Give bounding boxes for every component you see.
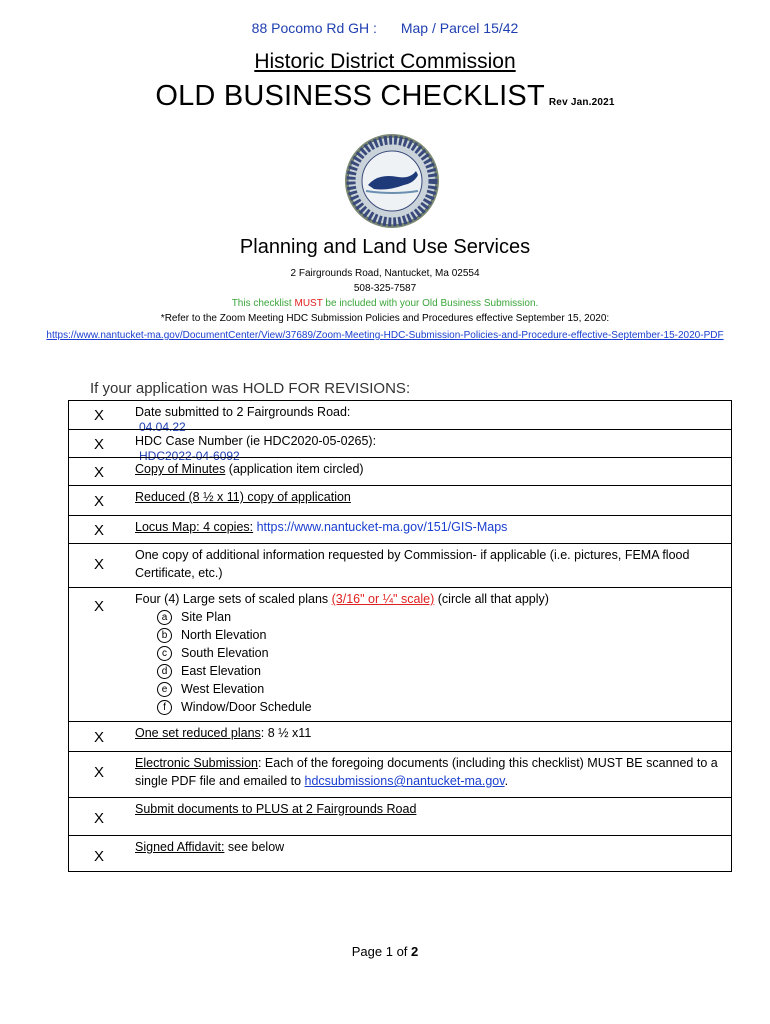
row-description (135, 800, 723, 818)
page-title (0, 80, 770, 113)
plan-option-south[interactable] (135, 644, 723, 662)
check-mark[interactable]: X (93, 464, 104, 481)
plan-option-site[interactable] (135, 608, 723, 626)
check-mark[interactable]: X (93, 729, 104, 746)
department-address: 2 Fairgrounds Road, Nantucket, Ma 02554 (290, 268, 480, 279)
row-description (135, 590, 723, 716)
option-letter-circle: d (157, 664, 172, 679)
note-text-before: This checklist (231, 298, 295, 309)
checklist-title: OLD BUSINESS CHECKLIST (155, 80, 545, 112)
row-label: Four (4) Large sets of scaled plans (135, 592, 332, 606)
row-label: One set reduced plans (135, 726, 261, 740)
row-label-rest: (circle all that apply) (434, 592, 549, 606)
row-label: Electronic Submission (135, 756, 258, 770)
policy-link[interactable]: https://www.nantucket-ma.gov/DocumentCenter/View/37689/Zoom-Meeting-HDC-Submission-Policies-and-Procedure-effective-September-15-2020-PDF (46, 330, 724, 341)
option-letter-circle: c (157, 646, 172, 661)
department-phone: 508-325-7587 (353, 283, 417, 294)
page-number (0, 944, 770, 959)
checklist-row-electronic-submission (69, 751, 731, 798)
checklist-table (68, 400, 732, 872)
town-seal-icon (344, 133, 440, 229)
option-letter-circle: b (157, 628, 172, 643)
map-parcel-fill[interactable]: Map / Parcel 15/42 (400, 20, 519, 36)
checklist-row-date (69, 401, 731, 434)
option-label: South Elevation (181, 646, 269, 660)
gis-maps-link[interactable]: https://www.nantucket-ma.gov/151/GIS-Maps (253, 520, 508, 534)
check-mark[interactable]: X (93, 436, 104, 453)
row-description (135, 488, 723, 506)
checklist-row-reduced-plans (69, 721, 731, 752)
check-mark[interactable]: X (93, 522, 104, 539)
checklist-row-case-number (69, 429, 731, 463)
row-label: Submit documents to PLUS at 2 Fairgrounds Road (135, 802, 417, 816)
check-mark[interactable]: X (93, 848, 104, 865)
submission-email-link[interactable]: hdcsubmissions@nantucket-ma.gov (304, 774, 505, 788)
row-label-rest: : 8 ½ x11 (260, 726, 312, 740)
row-label: HDC Case Number (ie HDC2020-05-0265): (135, 434, 377, 448)
row-description (135, 838, 723, 856)
checklist-row-scaled-plans (69, 587, 731, 722)
date-submitted-fill[interactable]: 04.04.22 (139, 420, 186, 434)
checklist-row-locus-map (69, 515, 731, 544)
option-letter-circle: a (157, 610, 172, 625)
commission-title: Historic District Commission (254, 50, 516, 73)
scale-note: (3/16" or ¼" scale) (331, 592, 435, 606)
option-label: East Elevation (181, 664, 261, 678)
row-label: Locus Map: 4 copies: (135, 520, 254, 534)
row-label: Reduced (8 ½ x 11) copy of application (135, 490, 351, 504)
row-label-end: . (504, 774, 509, 788)
option-label: Window/Door Schedule (181, 700, 312, 714)
checklist-row-minutes (69, 457, 731, 486)
note-text-after: be included with your Old Business Submission. (322, 298, 539, 309)
check-mark[interactable]: X (93, 493, 104, 510)
row-description (135, 754, 723, 790)
submission-note (0, 298, 770, 309)
check-mark[interactable]: X (93, 598, 104, 615)
row-label-rest: (application item circled) (225, 462, 364, 476)
option-label: Site Plan (181, 610, 232, 624)
check-mark[interactable]: X (93, 407, 104, 424)
form-fill-header (0, 20, 770, 36)
page-word: Page (351, 944, 386, 959)
row-label-rest: : Each of the foregoing documents (including this checklist) MUST BE scanned to a single PDF file and emailed to (135, 756, 718, 788)
plan-option-west[interactable] (135, 680, 723, 698)
option-label: North Elevation (181, 628, 267, 642)
hold-for-revisions-label: If your application was HOLD FOR REVISIONS: (90, 380, 411, 397)
revision-label: Rev Jan.2021 (548, 97, 615, 108)
check-mark[interactable]: X (93, 764, 104, 781)
checklist-row-affidavit (69, 835, 731, 872)
page-total: 2 (411, 944, 419, 959)
row-description (135, 724, 723, 742)
check-mark[interactable]: X (93, 810, 104, 827)
row-label-rest: see below (224, 840, 285, 854)
department-name: Planning and Land Use Services (239, 236, 531, 258)
plan-option-east[interactable] (135, 662, 723, 680)
option-letter-circle: f (157, 700, 172, 715)
row-label: Signed Affidavit: (135, 840, 225, 854)
row-label: Copy of Minutes (135, 462, 226, 476)
page-current: 1 (385, 944, 393, 959)
checklist-row-additional-info (69, 543, 731, 588)
checklist-row-reduced-copy (69, 485, 731, 516)
page-of: of (392, 944, 412, 959)
row-label: Date submitted to 2 Fairgrounds Road: (135, 405, 351, 419)
note-must: MUST (294, 298, 323, 309)
option-label: West Elevation (181, 682, 265, 696)
checklist-row-submit-plus (69, 797, 731, 836)
refer-note: *Refer to the Zoom Meeting HDC Submission Policies and Procedures effective September 15, 2020: (160, 313, 610, 324)
property-address-fill[interactable]: 88 Pocomo Rd GH : (251, 20, 377, 36)
row-description (135, 460, 723, 478)
row-description (135, 518, 723, 536)
plan-option-north[interactable] (135, 626, 723, 644)
row-description: One copy of additional information requested by Commission- if applicable (i.e. pictures, FEMA flood Certificate, etc.) (135, 548, 690, 580)
case-number-fill[interactable]: HDC2022-04-6092 (139, 449, 240, 463)
check-mark[interactable]: X (93, 556, 104, 573)
plan-option-window-door[interactable] (135, 698, 723, 716)
option-letter-circle: e (157, 682, 172, 697)
